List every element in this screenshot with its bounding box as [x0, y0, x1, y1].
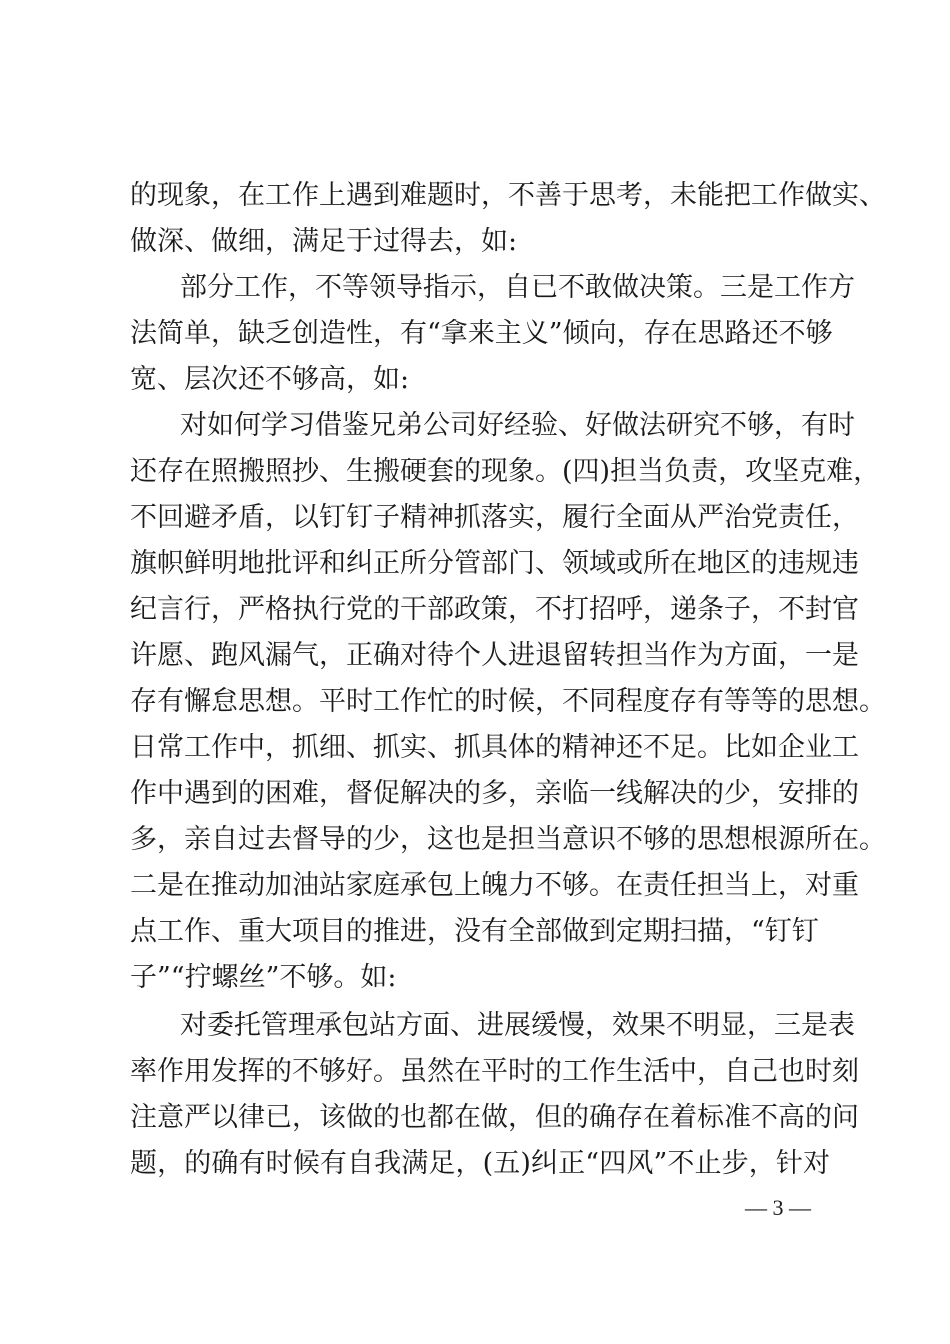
text-line: 不回避矛盾，以钉钉子精神抓落实，履行全面从严治党责任， [130, 502, 859, 533]
text-line: 注意严以律已，该做的也都在做，但的确存在着标准不高的问 [130, 1102, 859, 1133]
text-line: 法简单，缺乏创造性，有“拿来主义”倾向，存在思路还不够 [130, 318, 833, 349]
text-line: 题，的确有时候有自我满足，(五)纠正“四风”不止步，针对 [130, 1148, 830, 1179]
text-line: 作中遇到的困难，督促解决的多，亲临一线解决的少，安排的 [130, 778, 859, 809]
text-line: 二是在推动加油站家庭承包上魄力不够。在责任担当上，对重 [130, 870, 859, 901]
text-line: 子”“拧螺丝”不够。如: [130, 962, 397, 993]
text-line: 许愿、跑风漏气，正确对待个人进退留转担当作为方面，一是 [130, 640, 859, 671]
paragraph-start-line: 对委托管理承包站方面、进展缓慢，效果不明显，三是表 [180, 1010, 855, 1041]
text-line: 纪言行，严格执行党的干部政策，不打招呼，递条子，不封官 [130, 594, 859, 625]
page-number: — 3 — [745, 1195, 811, 1220]
text-line: 多，亲自过去督导的少，这也是担当意识不够的思想根源所在。 [130, 824, 886, 855]
text-line: 存有懈怠思想。平时工作忙的时候，不同程度存有等等的思想。 [130, 686, 886, 717]
text-line: 宽、层次还不够高，如: [130, 364, 410, 395]
text-line: 还存在照搬照抄、生搬硬套的现象。(四)担当负责，攻坚克难， [130, 456, 881, 487]
text-line: 日常工作中，抓细、抓实、抓具体的精神还不足。比如企业工 [130, 732, 859, 763]
paragraph-start-line: 部分工作，不等领导指示，自已不敢做决策。三是工作方 [180, 272, 855, 303]
text-line: 的现象，在工作上遇到难题时，不善于思考，未能把工作做实、 [130, 180, 886, 211]
text-line: 点工作、重大项目的推进，没有全部做到定期扫描，“钉钉 [130, 916, 819, 947]
text-line: 旗帜鲜明地批评和纠正所分管部门、领域或所在地区的违规违 [130, 548, 859, 579]
text-line: 率作用发挥的不够好。虽然在平时的工作生活中，自己也时刻 [130, 1056, 859, 1087]
paragraph-start-line: 对如何学习借鉴兄弟公司好经验、好做法研究不够，有时 [180, 410, 855, 441]
text-line: 做深、做细，满足于过得去，如: [130, 226, 518, 257]
